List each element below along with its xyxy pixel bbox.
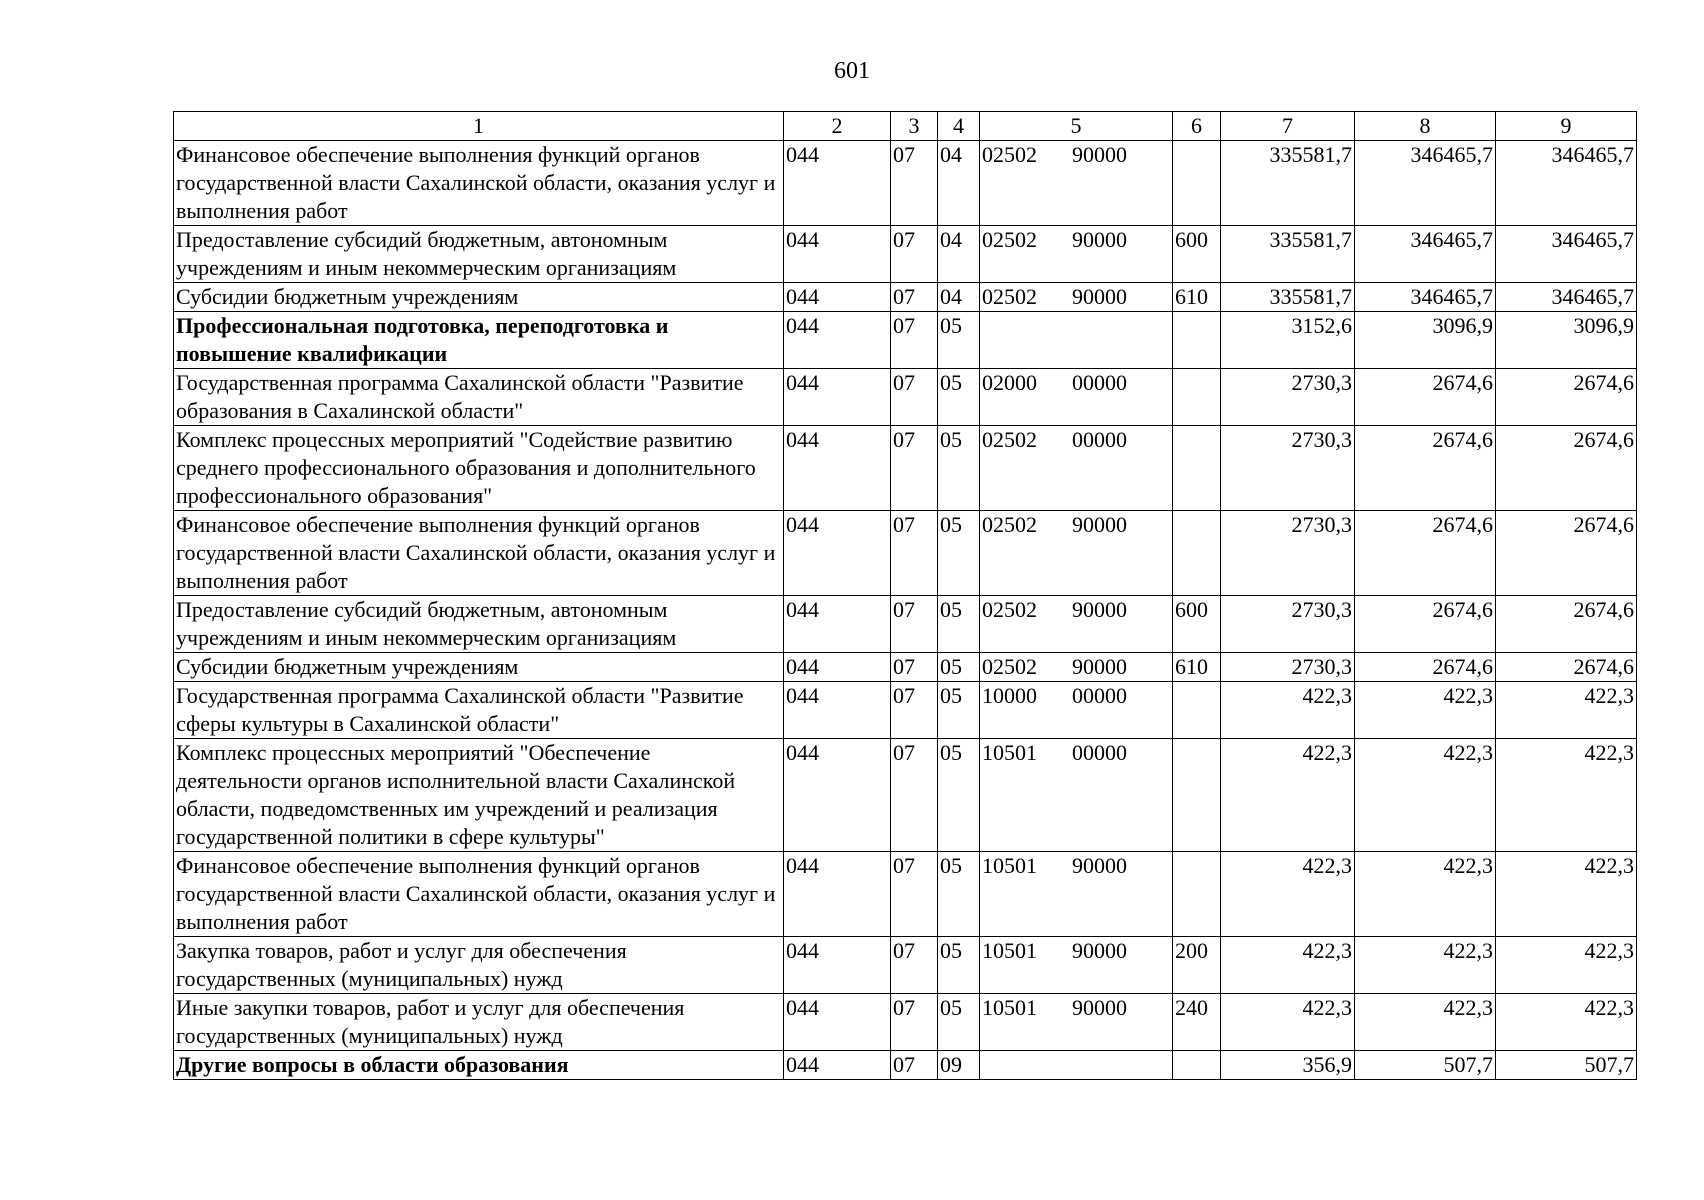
table-row (174, 1051, 1637, 1080)
row-description: Субсидии бюджетным учреждениям (174, 283, 784, 312)
amount-col-7: 335581,7 (1221, 226, 1355, 283)
grbs-code: 044 (784, 369, 891, 426)
section-code: 07 (891, 312, 938, 369)
row-description: Финансовое обеспечение выполнения функций органов государственной власти Сахалинской области, оказания услуг и выполнения работ (174, 141, 784, 226)
header-cell: 6 (1173, 112, 1221, 141)
row-description: Комплекс процессных мероприятий "Обеспечение деятельности органов исполнительной власти Сахалинской области, подведомственных им учреждений и реализация государственной политики в сфере культуры" (174, 739, 784, 852)
target-article-direction: 00000 (1072, 683, 1127, 708)
target-article-code (980, 937, 1173, 994)
table-row (174, 739, 1637, 852)
target-article-direction: 90000 (1072, 512, 1127, 537)
header-cell: 1 (174, 112, 784, 141)
amount-col-7: 335581,7 (1221, 283, 1355, 312)
amount-col-9: 2674,6 (1496, 369, 1637, 426)
row-description: Предоставление субсидий бюджетным, автономным учреждениям и иным некоммерческим организациям (174, 226, 784, 283)
target-article-program: 02502 (982, 142, 1037, 167)
row-description: Предоставление субсидий бюджетным, автономным учреждениям и иным некоммерческим организациям (174, 596, 784, 653)
table-row (174, 226, 1637, 283)
target-article-code (980, 283, 1173, 312)
target-article-program: 10501 (982, 995, 1037, 1020)
header-cell: 2 (784, 112, 891, 141)
section-code: 07 (891, 739, 938, 852)
grbs-code: 044 (784, 994, 891, 1051)
amount-col-8: 3096,9 (1355, 312, 1496, 369)
amount-col-9: 2674,6 (1496, 653, 1637, 682)
amount-col-9: 346465,7 (1496, 226, 1637, 283)
table-row (174, 141, 1637, 226)
subsection-code: 05 (938, 426, 980, 511)
row-description: Финансовое обеспечение выполнения функций органов государственной власти Сахалинской области, оказания услуг и выполнения работ (174, 511, 784, 596)
expense-type-code (1173, 369, 1221, 426)
grbs-code: 044 (784, 312, 891, 369)
table-row (174, 511, 1637, 596)
amount-col-7: 2730,3 (1221, 369, 1355, 426)
target-article-direction: 90000 (1072, 938, 1127, 963)
section-code: 07 (891, 511, 938, 596)
subsection-code: 04 (938, 226, 980, 283)
target-article-program: 02502 (982, 427, 1037, 452)
expense-type-code: 610 (1173, 283, 1221, 312)
row-description: Иные закупки товаров, работ и услуг для обеспечения государственных (муниципальных) нужд (174, 994, 784, 1051)
target-article-direction: 00000 (1072, 427, 1127, 452)
target-article-code (980, 653, 1173, 682)
subsection-code: 09 (938, 1051, 980, 1080)
target-article-code (980, 682, 1173, 739)
subsection-code: 05 (938, 994, 980, 1051)
row-description: Субсидии бюджетным учреждениям (174, 653, 784, 682)
subsection-code: 05 (938, 653, 980, 682)
expense-type-code: 600 (1173, 596, 1221, 653)
header-cell: 8 (1355, 112, 1496, 141)
section-code: 07 (891, 426, 938, 511)
amount-col-9: 422,3 (1496, 994, 1637, 1051)
amount-col-7: 2730,3 (1221, 426, 1355, 511)
amount-col-9: 346465,7 (1496, 283, 1637, 312)
target-article-direction: 00000 (1072, 370, 1127, 395)
target-article-direction: 90000 (1072, 654, 1127, 679)
subsection-code: 04 (938, 141, 980, 226)
target-article-direction: 90000 (1072, 853, 1127, 878)
amount-col-7: 422,3 (1221, 682, 1355, 739)
section-code: 07 (891, 682, 938, 739)
table-row (174, 596, 1637, 653)
table-body (174, 141, 1637, 1080)
target-article-direction: 90000 (1072, 284, 1127, 309)
target-article-code (980, 369, 1173, 426)
target-article-code (980, 426, 1173, 511)
amount-col-7: 422,3 (1221, 739, 1355, 852)
target-article-program: 10501 (982, 853, 1037, 878)
expense-type-code (1173, 852, 1221, 937)
grbs-code: 044 (784, 426, 891, 511)
grbs-code: 044 (784, 596, 891, 653)
header-cell: 3 (891, 112, 938, 141)
amount-col-8: 422,3 (1355, 739, 1496, 852)
section-code: 07 (891, 283, 938, 312)
amount-col-9: 422,3 (1496, 852, 1637, 937)
target-article-code (980, 852, 1173, 937)
row-description: Финансовое обеспечение выполнения функций органов государственной власти Сахалинской области, оказания услуг и выполнения работ (174, 852, 784, 937)
target-article-program: 02502 (982, 512, 1037, 537)
target-article-program: 02502 (982, 227, 1037, 252)
expense-type-code (1173, 312, 1221, 369)
expense-type-code: 240 (1173, 994, 1221, 1051)
table-row (174, 369, 1637, 426)
subsection-code: 04 (938, 283, 980, 312)
table-row (174, 426, 1637, 511)
amount-col-8: 2674,6 (1355, 596, 1496, 653)
amount-col-7: 422,3 (1221, 994, 1355, 1051)
budget-table (173, 111, 1637, 1080)
target-article-code (980, 1051, 1173, 1080)
grbs-code: 044 (784, 653, 891, 682)
amount-col-7: 422,3 (1221, 937, 1355, 994)
amount-col-8: 422,3 (1355, 852, 1496, 937)
section-code: 07 (891, 141, 938, 226)
amount-col-8: 2674,6 (1355, 369, 1496, 426)
expense-type-code: 200 (1173, 937, 1221, 994)
section-code: 07 (891, 852, 938, 937)
subsection-code: 05 (938, 369, 980, 426)
grbs-code: 044 (784, 141, 891, 226)
table-row (174, 312, 1637, 369)
subsection-code: 05 (938, 312, 980, 369)
section-code: 07 (891, 596, 938, 653)
subsection-code: 05 (938, 682, 980, 739)
header-cell: 5 (980, 112, 1173, 141)
amount-col-9: 507,7 (1496, 1051, 1637, 1080)
amount-col-9: 2674,6 (1496, 511, 1637, 596)
table-row (174, 682, 1637, 739)
target-article-direction: 90000 (1072, 227, 1127, 252)
target-article-program: 10501 (982, 740, 1037, 765)
header-row (174, 112, 1637, 141)
grbs-code: 044 (784, 1051, 891, 1080)
expense-type-code: 600 (1173, 226, 1221, 283)
amount-col-8: 2674,6 (1355, 653, 1496, 682)
target-article-code (980, 226, 1173, 283)
header-cell: 9 (1496, 112, 1637, 141)
amount-col-9: 422,3 (1496, 937, 1637, 994)
grbs-code: 044 (784, 852, 891, 937)
subsection-code: 05 (938, 937, 980, 994)
amount-col-7: 422,3 (1221, 852, 1355, 937)
subsection-code: 05 (938, 511, 980, 596)
expense-type-code (1173, 682, 1221, 739)
table-row (174, 283, 1637, 312)
section-code: 07 (891, 653, 938, 682)
target-article-program: 02502 (982, 597, 1037, 622)
expense-type-code (1173, 511, 1221, 596)
amount-col-9: 422,3 (1496, 682, 1637, 739)
amount-col-7: 335581,7 (1221, 141, 1355, 226)
target-article-direction: 00000 (1072, 740, 1127, 765)
table-row (174, 852, 1637, 937)
section-code: 07 (891, 937, 938, 994)
row-description: Закупка товаров, работ и услуг для обеспечения государственных (муниципальных) нужд (174, 937, 784, 994)
row-description: Другие вопросы в области образования (174, 1051, 784, 1080)
grbs-code: 044 (784, 682, 891, 739)
amount-col-7: 2730,3 (1221, 511, 1355, 596)
grbs-code: 044 (784, 739, 891, 852)
amount-col-9: 2674,6 (1496, 426, 1637, 511)
amount-col-8: 346465,7 (1355, 226, 1496, 283)
amount-col-9: 346465,7 (1496, 141, 1637, 226)
table-row (174, 937, 1637, 994)
grbs-code: 044 (784, 937, 891, 994)
target-article-code (980, 511, 1173, 596)
target-article-program: 10501 (982, 938, 1037, 963)
expense-type-code (1173, 739, 1221, 852)
expense-type-code (1173, 426, 1221, 511)
amount-col-8: 422,3 (1355, 682, 1496, 739)
target-article-code (980, 739, 1173, 852)
amount-col-8: 422,3 (1355, 937, 1496, 994)
amount-col-8: 507,7 (1355, 1051, 1496, 1080)
target-article-code (980, 994, 1173, 1051)
section-code: 07 (891, 994, 938, 1051)
row-description: Государственная программа Сахалинской области "Развитие сферы культуры в Сахалинской области" (174, 682, 784, 739)
row-description: Профессиональная подготовка, переподготовка и повышение квалификации (174, 312, 784, 369)
amount-col-8: 422,3 (1355, 994, 1496, 1051)
table-row (174, 994, 1637, 1051)
grbs-code: 044 (784, 511, 891, 596)
row-description: Государственная программа Сахалинской области "Развитие образования в Сахалинской области" (174, 369, 784, 426)
amount-col-8: 346465,7 (1355, 141, 1496, 226)
grbs-code: 044 (784, 226, 891, 283)
expense-type-code (1173, 141, 1221, 226)
target-article-direction: 90000 (1072, 597, 1127, 622)
target-article-code (980, 596, 1173, 653)
amount-col-9: 2674,6 (1496, 596, 1637, 653)
target-article-direction: 90000 (1072, 142, 1127, 167)
header-cell: 4 (938, 112, 980, 141)
amount-col-8: 346465,7 (1355, 283, 1496, 312)
expense-type-code: 610 (1173, 653, 1221, 682)
section-code: 07 (891, 1051, 938, 1080)
subsection-code: 05 (938, 739, 980, 852)
subsection-code: 05 (938, 596, 980, 653)
target-article-program: 02502 (982, 284, 1037, 309)
amount-col-7: 2730,3 (1221, 653, 1355, 682)
amount-col-7: 356,9 (1221, 1051, 1355, 1080)
page-number: 601 (834, 58, 870, 84)
target-article-program: 10000 (982, 683, 1037, 708)
amount-col-8: 2674,6 (1355, 426, 1496, 511)
section-code: 07 (891, 369, 938, 426)
header-cell: 7 (1221, 112, 1355, 141)
section-code: 07 (891, 226, 938, 283)
row-description: Комплекс процессных мероприятий "Содействие развитию среднего профессионального образования и дополнительного профессионального образования" (174, 426, 784, 511)
target-article-code (980, 141, 1173, 226)
grbs-code: 044 (784, 283, 891, 312)
table-row (174, 653, 1637, 682)
target-article-direction: 90000 (1072, 995, 1127, 1020)
amount-col-7: 2730,3 (1221, 596, 1355, 653)
target-article-code (980, 312, 1173, 369)
expense-type-code (1173, 1051, 1221, 1080)
amount-col-9: 3096,9 (1496, 312, 1637, 369)
amount-col-8: 2674,6 (1355, 511, 1496, 596)
amount-col-7: 3152,6 (1221, 312, 1355, 369)
target-article-program: 02000 (982, 370, 1037, 395)
amount-col-9: 422,3 (1496, 739, 1637, 852)
subsection-code: 05 (938, 852, 980, 937)
target-article-program: 02502 (982, 654, 1037, 679)
